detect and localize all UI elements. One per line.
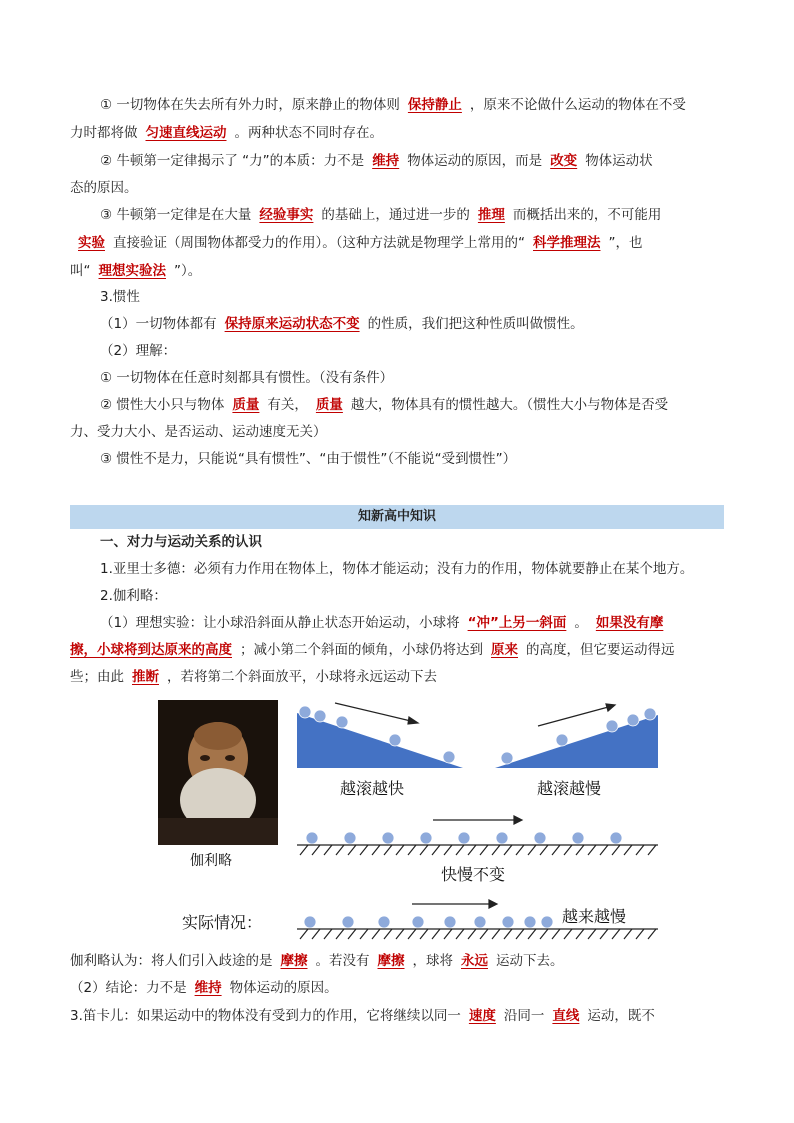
answer-blank: “冲”上另一斜面: [467, 615, 567, 631]
label-actual: 实际情况：: [182, 913, 263, 932]
para-2-cont: [70, 178, 724, 198]
para-inertia-5: [100, 449, 724, 469]
section-band: [70, 505, 724, 529]
text: 。若没有: [315, 953, 370, 969]
para-ideal-exp: [100, 613, 724, 633]
answer-blank: 维持: [372, 153, 400, 169]
galileo-portrait: [158, 700, 278, 845]
balls-decelerating: [304, 916, 553, 928]
text: 运动，既不: [587, 1008, 655, 1024]
ground-actual: [297, 929, 658, 939]
text: 的基础上，通过进一步的: [321, 207, 470, 223]
para-ideal-exp-cont: [70, 640, 724, 660]
para-inertia-1: [100, 314, 724, 334]
answer-blank: 实验: [78, 235, 105, 251]
heading-inertia: [100, 287, 724, 307]
answer-blank: 推理: [477, 207, 505, 223]
balls-constant: [306, 832, 622, 844]
answer-blank: 理想实验法: [98, 263, 166, 279]
para-inertia-3: [100, 368, 724, 388]
answer-blank: 永远: [461, 953, 488, 969]
text: 的高度，但它要运动得远: [526, 642, 675, 658]
label-slower: 越滚越慢: [537, 779, 602, 798]
para-1: [100, 95, 724, 115]
portrait-caption: 伽利略: [190, 853, 232, 869]
text: 伽利略认为：将人们引入歧途的是: [70, 953, 273, 969]
answer-blank: 保持原来运动状态不变: [224, 316, 360, 332]
text: 3.笛卡儿：如果运动中的物体没有受到力的作用，它将继续以同一: [70, 1008, 461, 1024]
heading-galileo: [100, 586, 724, 606]
answer-blank: 原来: [491, 642, 518, 658]
text: 。: [574, 615, 588, 631]
para-ideal-exp-cont2: [70, 667, 724, 687]
para-descartes: [70, 1006, 724, 1026]
text: 沿同一: [503, 1008, 545, 1024]
text: 运动下去。: [496, 953, 564, 969]
answer-blank: 经验事实: [259, 207, 314, 223]
text: （1）理想实验：让小球沿斜面从静止状态开始运动，小球将: [100, 615, 460, 631]
text: 的性质，我们把这种性质叫做惯性。: [367, 316, 584, 332]
text: ，若将第二个斜面放平，小球将永远运动下去: [167, 669, 437, 685]
para-2: [100, 151, 724, 171]
text: 3.惯性: [100, 289, 140, 305]
answer-blank: 擦，小球将到达原来的高度: [70, 642, 232, 658]
galileo-figure: [150, 700, 670, 945]
text: ；减小第二个斜面的倾角，小球仍将达到: [240, 642, 483, 658]
label-constant: 快慢不变: [441, 865, 506, 884]
text: （1）一切物体都有: [100, 316, 217, 332]
text: 力时都将做: [70, 125, 138, 141]
text: 直接验证（周围物体都受力的作用）。（这种方法就是物理学上常用的“: [113, 235, 525, 251]
answer-blank: 质量: [315, 397, 343, 413]
text: 2.伽利略：: [100, 588, 167, 604]
answer-blank: 匀速直线运动: [145, 125, 227, 141]
text: 有关，: [267, 397, 308, 413]
text: ② 牛顿第一定律揭示了 “力”的本质：力不是: [100, 153, 365, 169]
para-3: [100, 205, 724, 225]
answer-blank: 维持: [194, 980, 222, 996]
text: （2）结论：力不是: [70, 980, 187, 996]
arrow-decelerating: [412, 900, 497, 908]
text: 叫“: [70, 263, 91, 279]
para-inertia-4: [100, 395, 724, 415]
text: ”）。: [174, 263, 202, 279]
subheading-force-motion: [100, 532, 724, 552]
text: ③ 牛顿第一定律是在大量: [100, 207, 252, 223]
text: ① 一切物体在任意时刻都具有惯性。（没有条件）: [100, 370, 394, 386]
label-decelerating: 越来越慢: [562, 907, 627, 926]
para-3-cont: [70, 233, 724, 253]
para-1-cont: [70, 123, 724, 143]
text: 物体运动的原因。: [229, 980, 338, 996]
text: 物体运动的原因，而是: [407, 153, 543, 169]
para-inertia-4-cont: [70, 422, 724, 442]
text: ，原来不论做什么运动的物体在不受: [469, 97, 686, 113]
text: ”，也: [608, 235, 643, 251]
answer-blank: 科学推理法: [533, 235, 601, 251]
answer-blank: 质量: [232, 397, 260, 413]
text: 越大，物体具有的惯性越大。（惯性大小与物体是否受: [350, 397, 669, 413]
para-inertia-2: [100, 341, 724, 361]
section-title: 知新高中知识: [357, 509, 436, 524]
para-aristotle: [100, 559, 724, 579]
answer-blank: 推断: [132, 669, 159, 685]
answer-blank: 保持静止: [407, 97, 462, 113]
text: 而概括出来的，不可能用: [512, 207, 662, 223]
text: ② 惯性大小只与物体: [100, 397, 225, 413]
label-faster: 越滚越快: [340, 779, 405, 798]
answer-blank: 直线: [552, 1008, 580, 1024]
answer-blank: 摩擦: [280, 953, 308, 969]
text: ③ 惯性不是力，只能说“具有惯性”、“由于惯性”（不能说“受到惯性”）: [100, 451, 517, 467]
para-conclusion: [70, 978, 724, 998]
answer-blank: 摩擦: [377, 953, 405, 969]
text: （2）理解：: [100, 343, 177, 359]
text: 一、对力与运动关系的认识: [100, 534, 262, 550]
ground-constant: [297, 845, 658, 855]
text: ，球将: [412, 953, 453, 969]
arrow-constant: [433, 816, 522, 824]
answer-blank: 如果没有摩: [595, 615, 664, 631]
arrow-uphill: [538, 704, 615, 726]
para-3-cont2: [70, 261, 724, 281]
text: 1.亚里士多德：必须有力作用在物体上，物体才能运动；没有力的作用，物体就要静止在某个地方。: [100, 561, 694, 577]
text: 力、受力大小、是否运动、运动速度无关）: [70, 424, 327, 440]
text: 物体运动状: [585, 153, 653, 169]
answer-blank: 速度: [468, 1008, 496, 1024]
answer-blank: 改变: [550, 153, 578, 169]
text: 些；由此: [70, 669, 124, 685]
text: ① 一切物体在失去所有外力时，原来静止的物体则: [100, 97, 400, 113]
text: 。两种状态不同时存在。: [234, 125, 383, 141]
para-galileo-view: [70, 951, 724, 971]
text: 态的原因。: [70, 180, 138, 196]
